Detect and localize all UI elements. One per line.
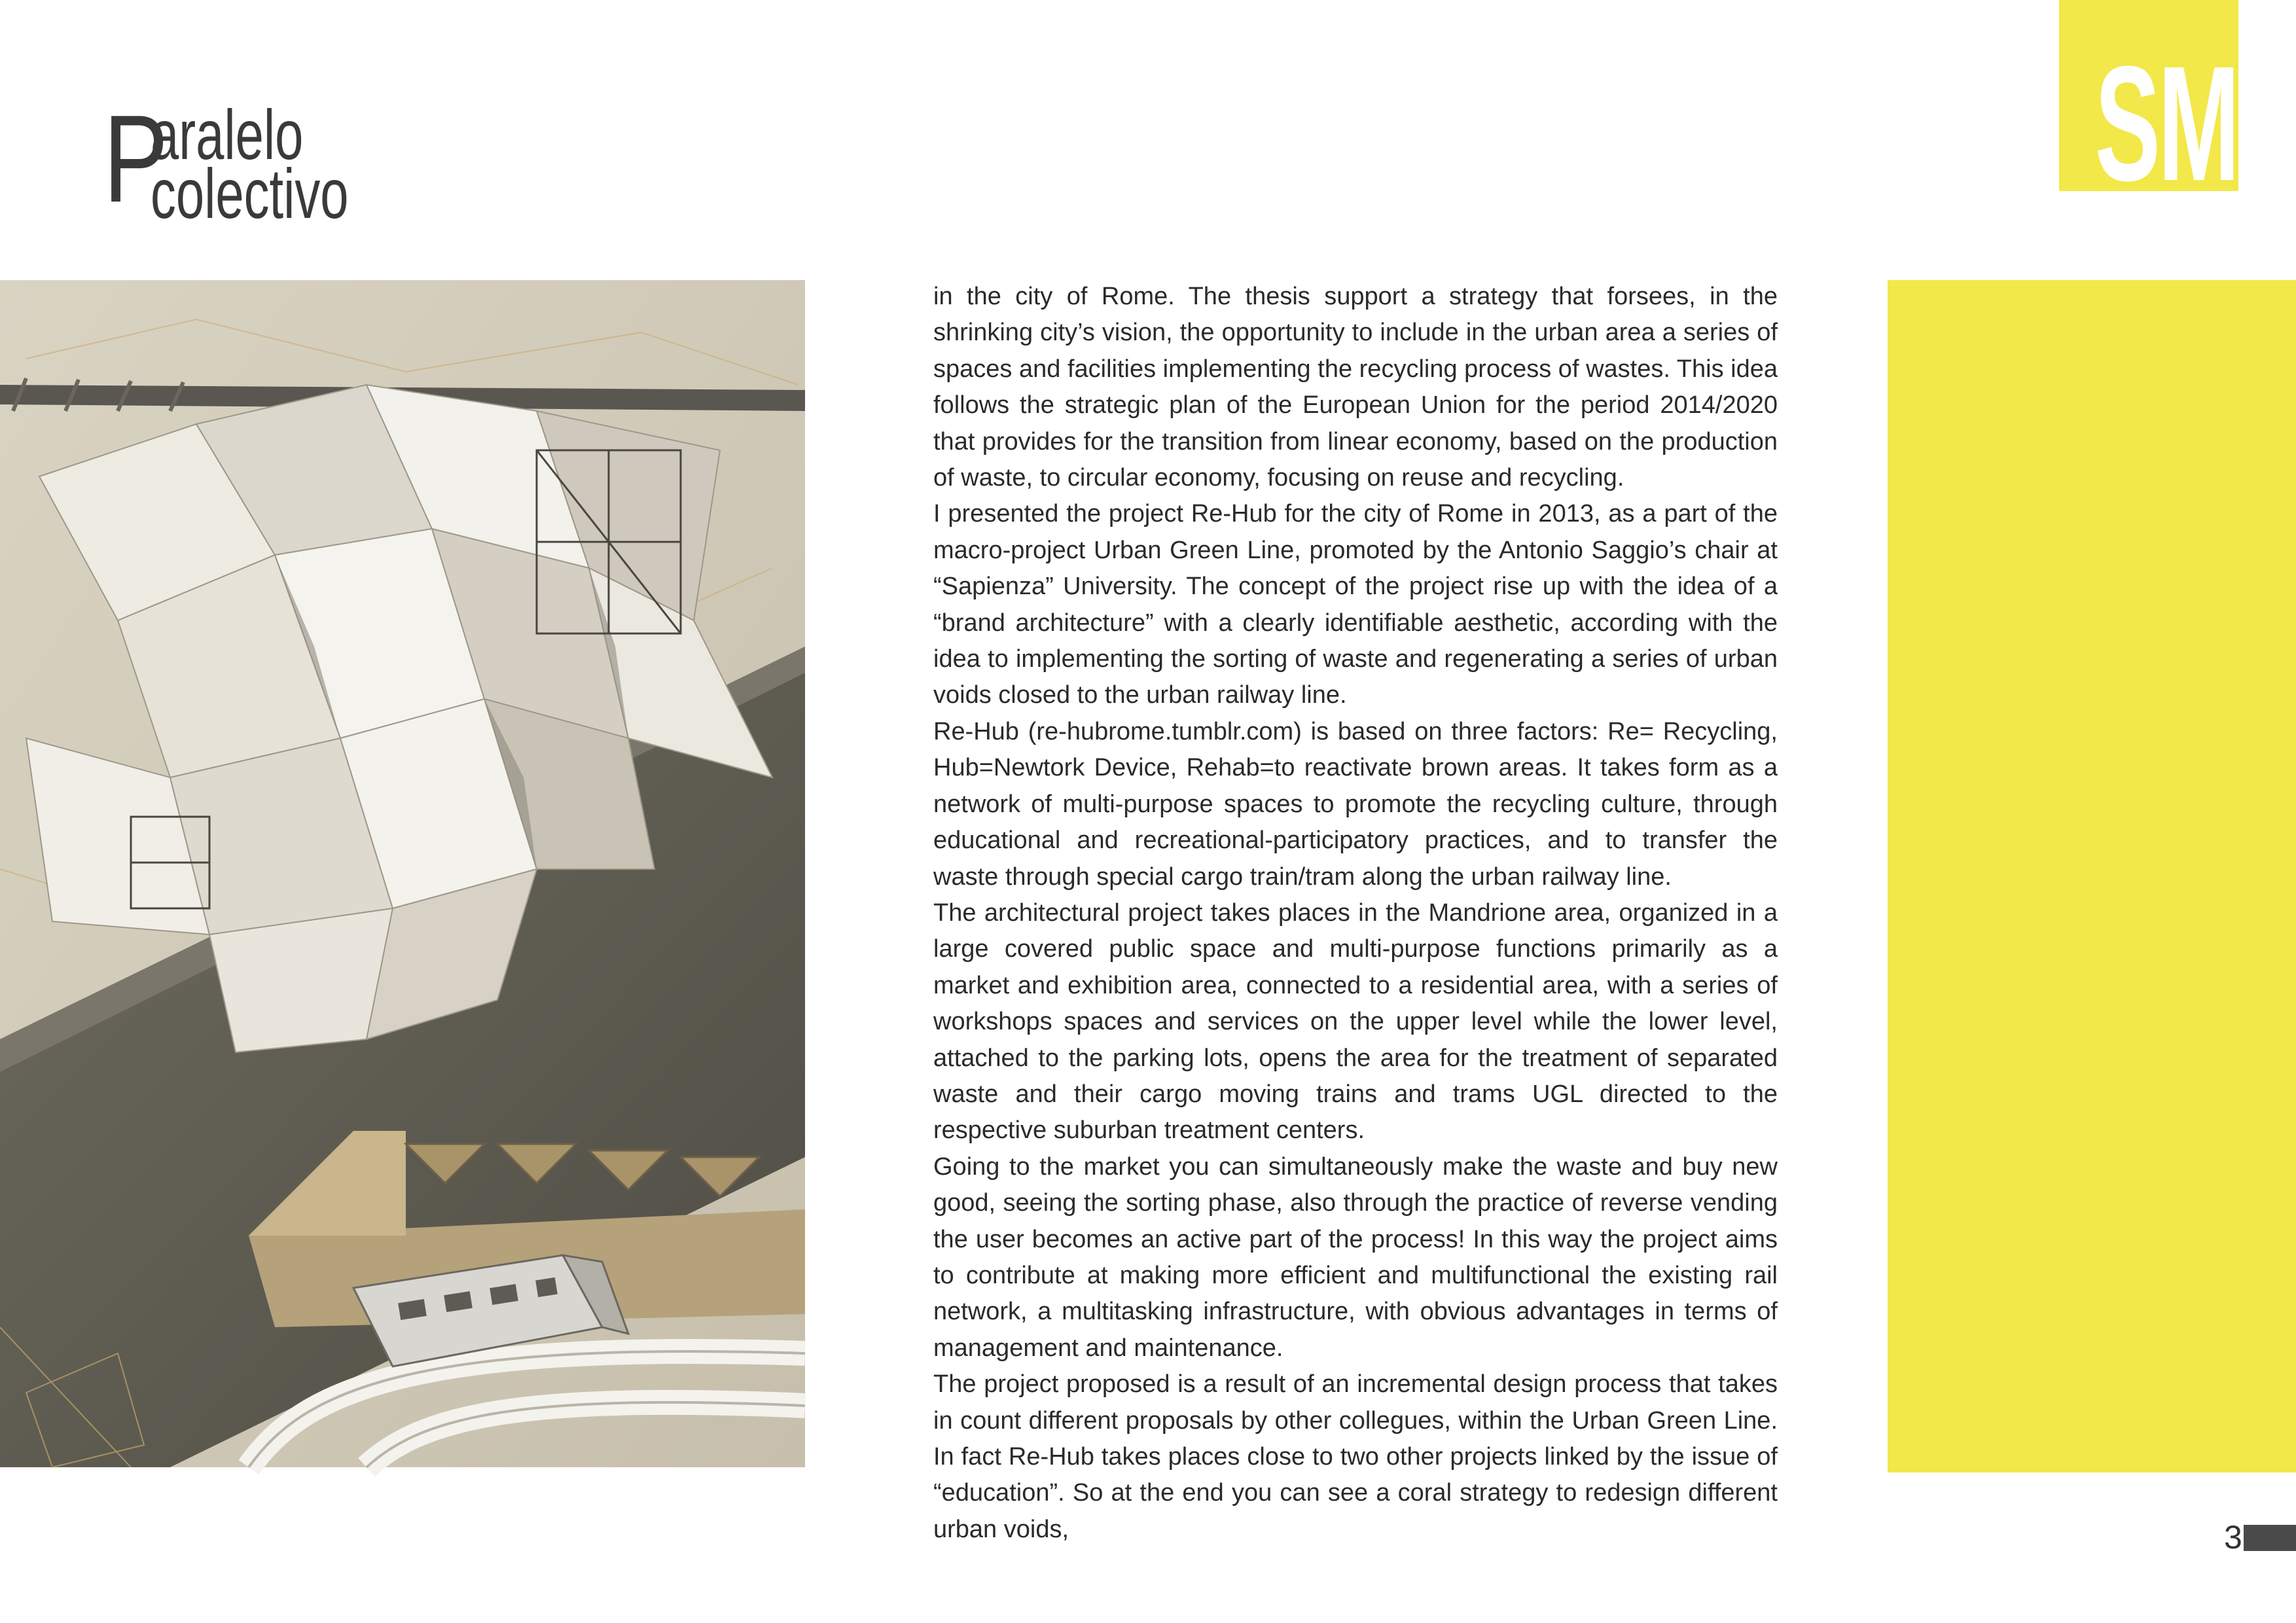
page-number: 3 — [2224, 1519, 2242, 1556]
article-paragraph: Going to the market you can simultaneously make the waste and buy new good, seeing the sorting phase, also through the practice of reverse vending the user becomes an active part of the process! In this way the project aims to contribute at making more efficient and multifunctional the existing rail network, a multitasking infrastructure, with obvious advantages in terms of management and maintenance. — [933, 1152, 1778, 1362]
logo-line-2: colectivo — [151, 154, 349, 233]
publication-logo — [103, 90, 404, 233]
page-number-bar — [2244, 1525, 2296, 1551]
architectural-collage-image — [0, 280, 805, 1467]
collage-graphic — [0, 280, 805, 1467]
article-body — [933, 279, 1778, 1548]
article-paragraph: in the city of Rome. The thesis support a strategy that forsees, in the shrinking city’s vision, the opportunity to include in the urban area a series of spaces and facilities implementing the recycling process of wastes. This idea follows the strategic plan of the European Union for the period 2014/2020 that provides for the transition from linear economy, based on the production of waste, to circular economy, focusing on reuse and recycling. — [933, 283, 1778, 492]
logo-line-1: aralelo — [151, 95, 304, 174]
article-paragraph: The project proposed is a result of an incremental design process that takes in count different proposals by other collegues, within the Urban Green Line. In fact Re-Hub takes places close to two other projects linked by the issue of “education”. So at the end you can see a coral strategy to redesign different urban voids, — [933, 1370, 1778, 1543]
article-paragraph: Re-Hub (re-hubrome.tumblr.com) is based on three factors: Re= Recycling, Hub=Newtork Device, Rehab=to reactivate brown areas. It takes form as a network of multi-purpose spaces to promote the recycling culture, through educational and recreational-participatory practices, and to transfer the waste through special cargo train/tram along the urban railway line. — [933, 717, 1778, 891]
article-paragraph: The architectural project takes places in the Mandrione area, organized in a large covered public space and multi-purpose functions primarily as a market and exhibition area, connected to a residential area, with a series of workshops spaces and services on the upper level while the lower level, attached to the parking lots, opens the area for the treatment of separated waste and their cargo moving trains and trams UGL directed to the respective suburban treatment centers. — [933, 899, 1778, 1145]
section-tag-block — [2059, 0, 2238, 215]
section-tag-text: SM — [2094, 32, 2238, 215]
article-paragraph: I presented the project Re-Hub for the city of Rome in 2013, as a part of the macro-project Urban Green Line, promoted by the Antonio Saggio’s chair at “Sapienza” University. The concept of the project rise up with the idea of a “brand architecture” with a clearly identifiable aesthetic, according with the idea to implementing the sorting of waste and regenerating a series of urban voids closed to the urban railway line. — [933, 500, 1778, 709]
logo-initial: P — [103, 90, 168, 228]
yellow-side-panel — [1888, 280, 2296, 1472]
